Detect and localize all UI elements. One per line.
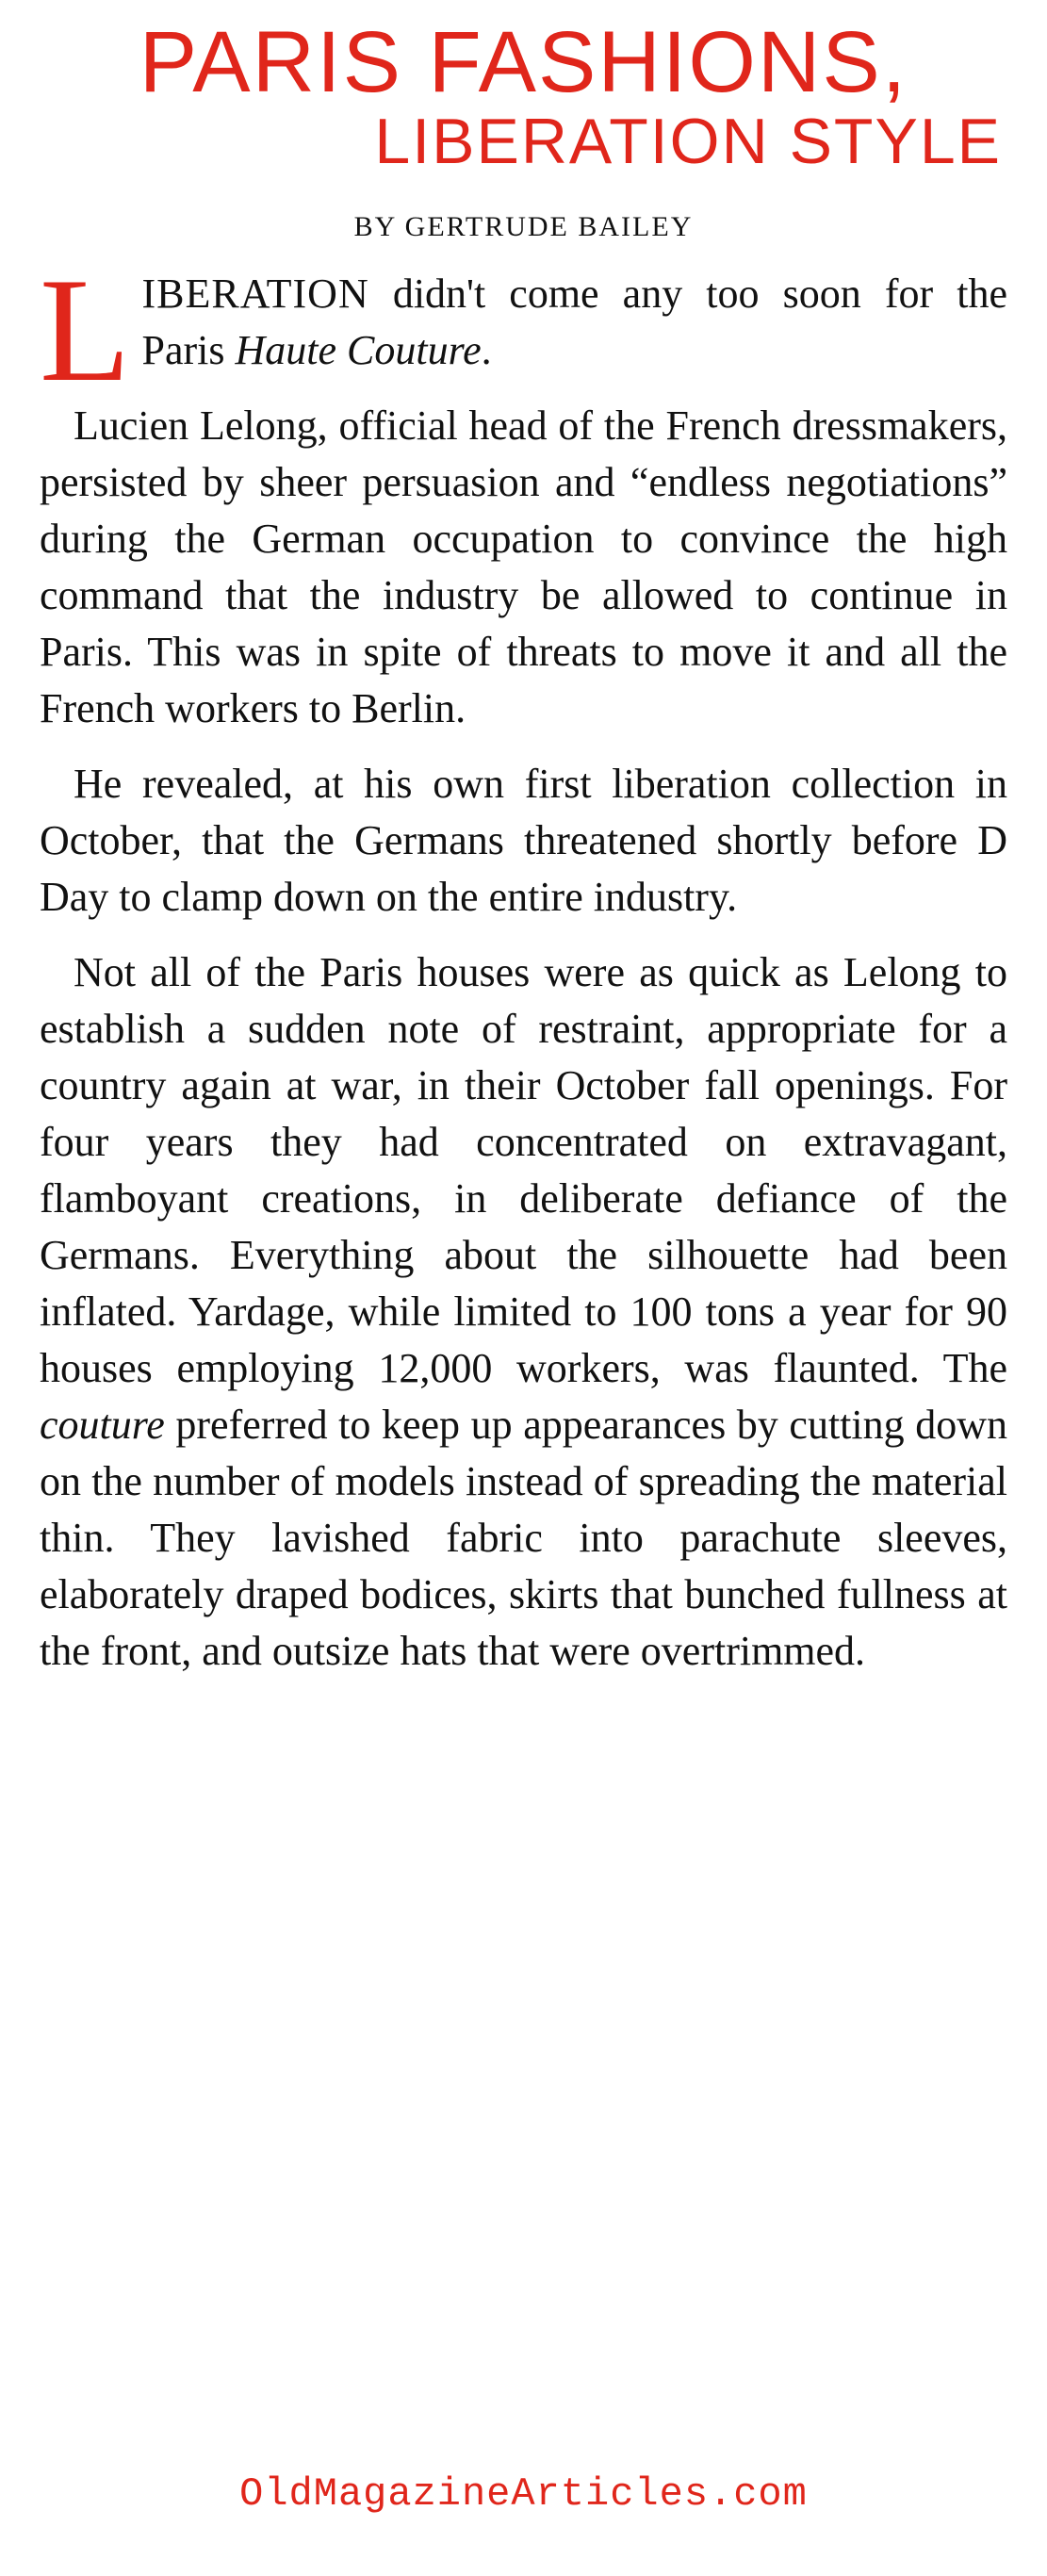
paragraph-1-italic: Haute Couture: [235, 327, 482, 373]
site-watermark: OldMagazineArticles.com: [239, 2471, 808, 2517]
paragraph-4-italic: couture: [40, 1402, 165, 1448]
paragraph-1-text-a: didn't come any too soon for the Paris: [141, 271, 1007, 373]
article-body: [40, 248, 1007, 1680]
paragraph-4: [40, 944, 1007, 1680]
paragraph-1-text-b: .: [481, 327, 492, 373]
byline: BY GERTRUDE BAILEY: [353, 211, 694, 242]
headline: [40, 14, 1007, 177]
paragraph-2: Lucien Lelong, official head of the French dressmakers, persisted by sheer persuasion and “endless negotiations” during the German occupation to convince the high command that the industry be allowed to continue in Paris. This was in spite of threats to move it and all the French workers to Berlin.: [40, 402, 1007, 731]
lead-in-caps: IBERATION: [141, 271, 369, 317]
headline-line-2: LIBERATION STYLE: [374, 106, 1002, 177]
paragraph-1: [40, 248, 1007, 413]
paragraph-3: He revealed, at his own first liberation collection in October, that the Germans threatened shortly before D Day to clamp down on the entire industry.: [40, 761, 1007, 920]
paragraph-4-text-a: Not all of the Paris houses were as quick as Lelong to establish a sudden note of restraint, appropriate for a country again at war, in their October fall openings. For four years they had concentrated on extravagant, flamboyant creations, in deliberate defiance of the Germans. Everything about the silhouette had been inflated. Yardage, while limited to 100 tons a year for 90 houses employing 12,000 workers, was flaunted. The: [40, 949, 1007, 1391]
drop-cap: L: [40, 248, 131, 413]
headline-line-1: PARIS FASHIONS,: [139, 14, 908, 110]
paragraph-4-text-b: preferred to keep up appearances by cutting down on the number of models instead of spreading the material thin. They lavished fabric into parachute sleeves, elaborately draped bodices, skirts that bunched fullness at the front, and outsize hats that were overtrimmed.: [40, 1402, 1007, 1674]
